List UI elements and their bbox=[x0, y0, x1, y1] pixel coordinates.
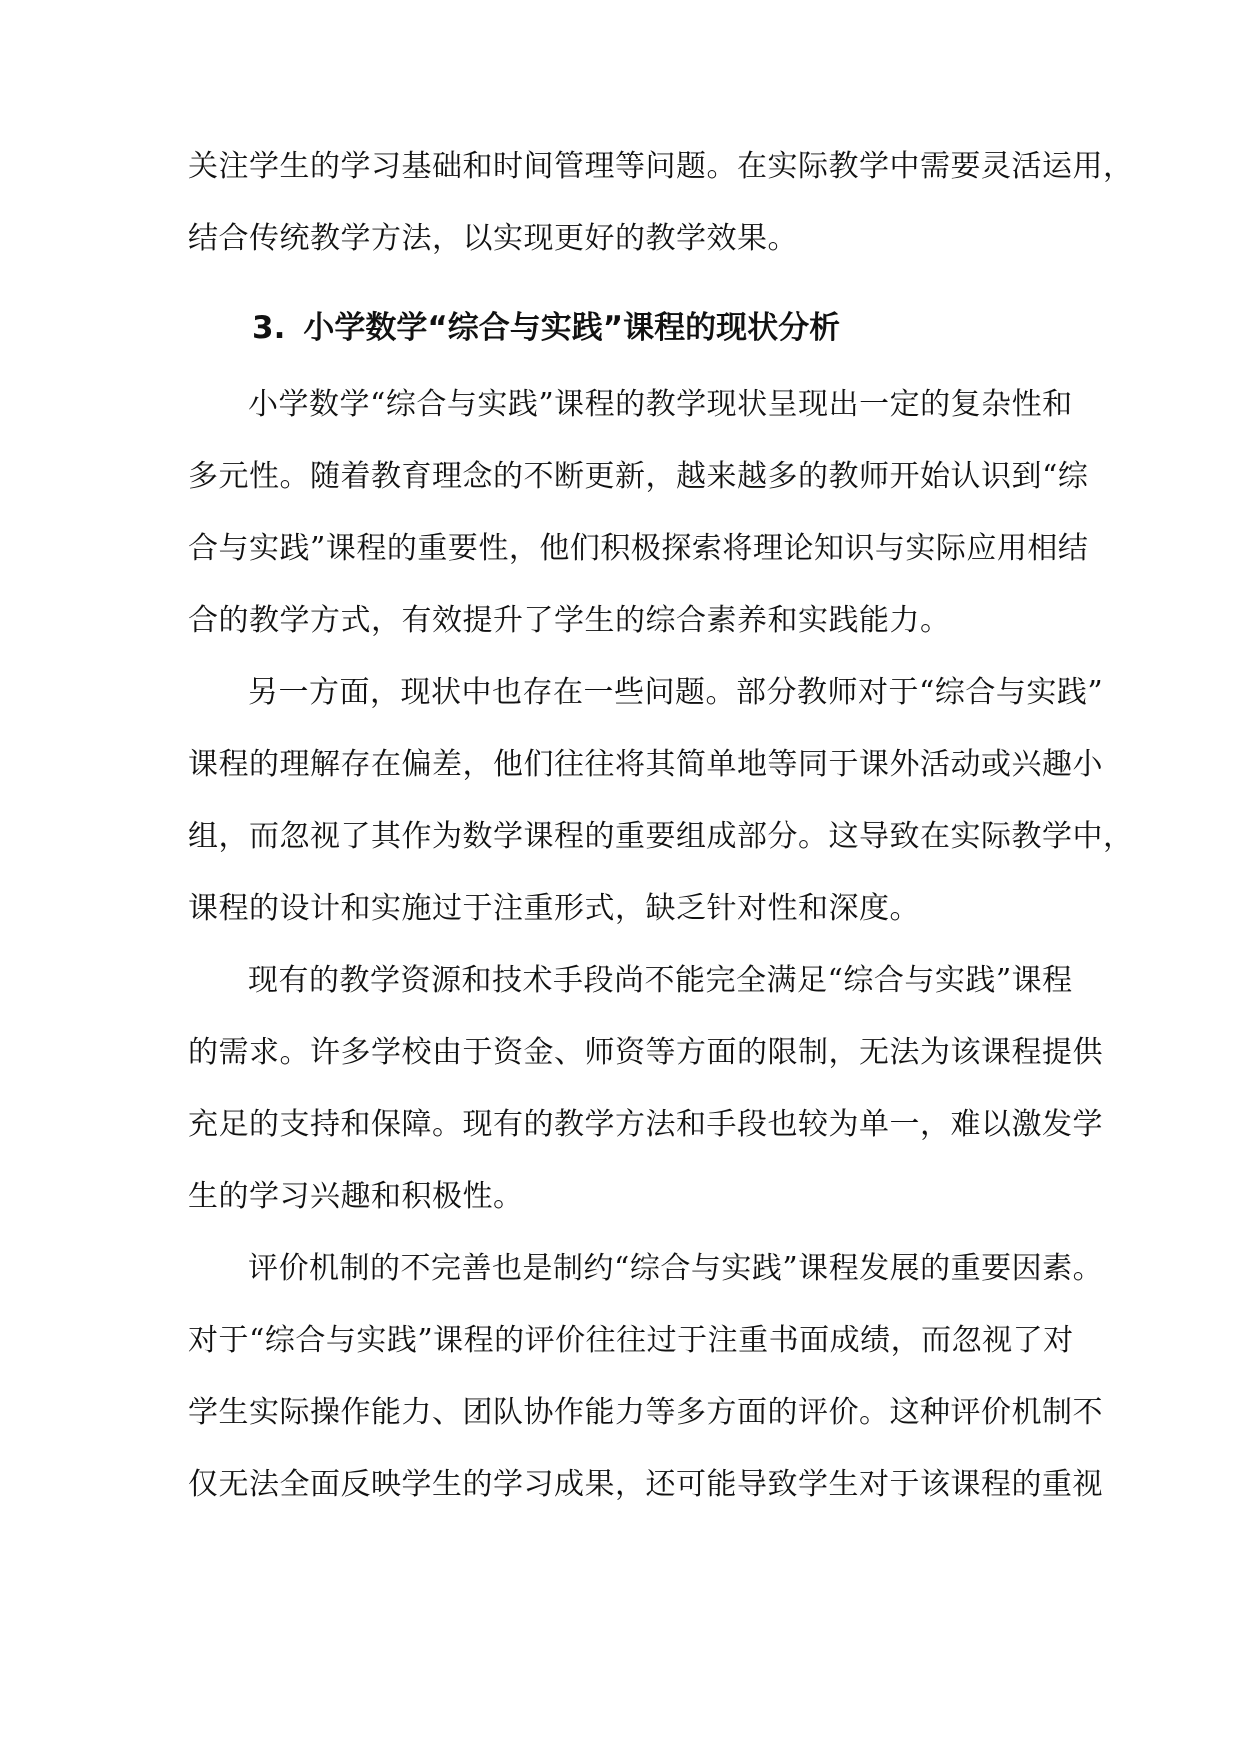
text-line: 合的教学方式，有效提升了学生的综合素养和实践能力。 bbox=[188, 603, 951, 638]
text-line: 关注学生的学习基础和时间管理等问题。在实际教学中需要灵活运用， bbox=[188, 149, 1134, 184]
text-line: 课程的设计和实施过于注重形式，缺乏针对性和深度。 bbox=[188, 891, 920, 926]
text-line: 对于“综合与实践”课程的评价往往过于注重书面成绩，而忽视了对 bbox=[188, 1323, 1074, 1358]
text-line: 生的学习兴趣和积极性。 bbox=[188, 1179, 524, 1214]
section-title: 小学数学“综合与实践”课程的现状分析 bbox=[303, 310, 841, 346]
text-line: 充足的支持和保障。现有的教学方法和手段也较为单一，难以激发学 bbox=[188, 1107, 1103, 1142]
paragraph-first-line: 另一方面，现状中也存在一些问题。部分教师对于“综合与实践” bbox=[248, 675, 1104, 710]
text-line: 课程的理解存在偏差，他们往往将其简单地等同于课外活动或兴趣小 bbox=[188, 747, 1103, 782]
section-number: 3. bbox=[252, 310, 286, 346]
text-line: 仅无法全面反映学生的学习成果，还可能导致学生对于该课程的重视 bbox=[188, 1467, 1103, 1502]
text-line: 学生实际操作能力、团队协作能力等多方面的评价。这种评价机制不 bbox=[188, 1395, 1103, 1430]
text-line: 组，而忽视了其作为数学课程的重要组成部分。这导致在实际教学中， bbox=[188, 819, 1134, 854]
paragraph-first-line: 现有的教学资源和技术手段尚不能完全满足“综合与实践”课程 bbox=[248, 963, 1073, 998]
paragraph-first-line: 小学数学“综合与实践”课程的教学现状呈现出一定的复杂性和 bbox=[248, 387, 1073, 422]
document-body bbox=[188, 145, 1134, 1535]
section-heading bbox=[188, 303, 1058, 353]
text-line: 多元性。随着教育理念的不断更新，越来越多的教师开始认识到“综 bbox=[188, 459, 1089, 494]
text-line: 合与实践”课程的重要性，他们积极探索将理论知识与实际应用相结 bbox=[188, 531, 1089, 566]
text-line: 的需求。许多学校由于资金、师资等方面的限制，无法为该课程提供 bbox=[188, 1035, 1103, 1070]
text-line: 结合传统教学方法，以实现更好的教学效果。 bbox=[188, 221, 798, 256]
paragraph-first-line: 评价机制的不完善也是制约“综合与实践”课程发展的重要因素。 bbox=[248, 1251, 1104, 1286]
